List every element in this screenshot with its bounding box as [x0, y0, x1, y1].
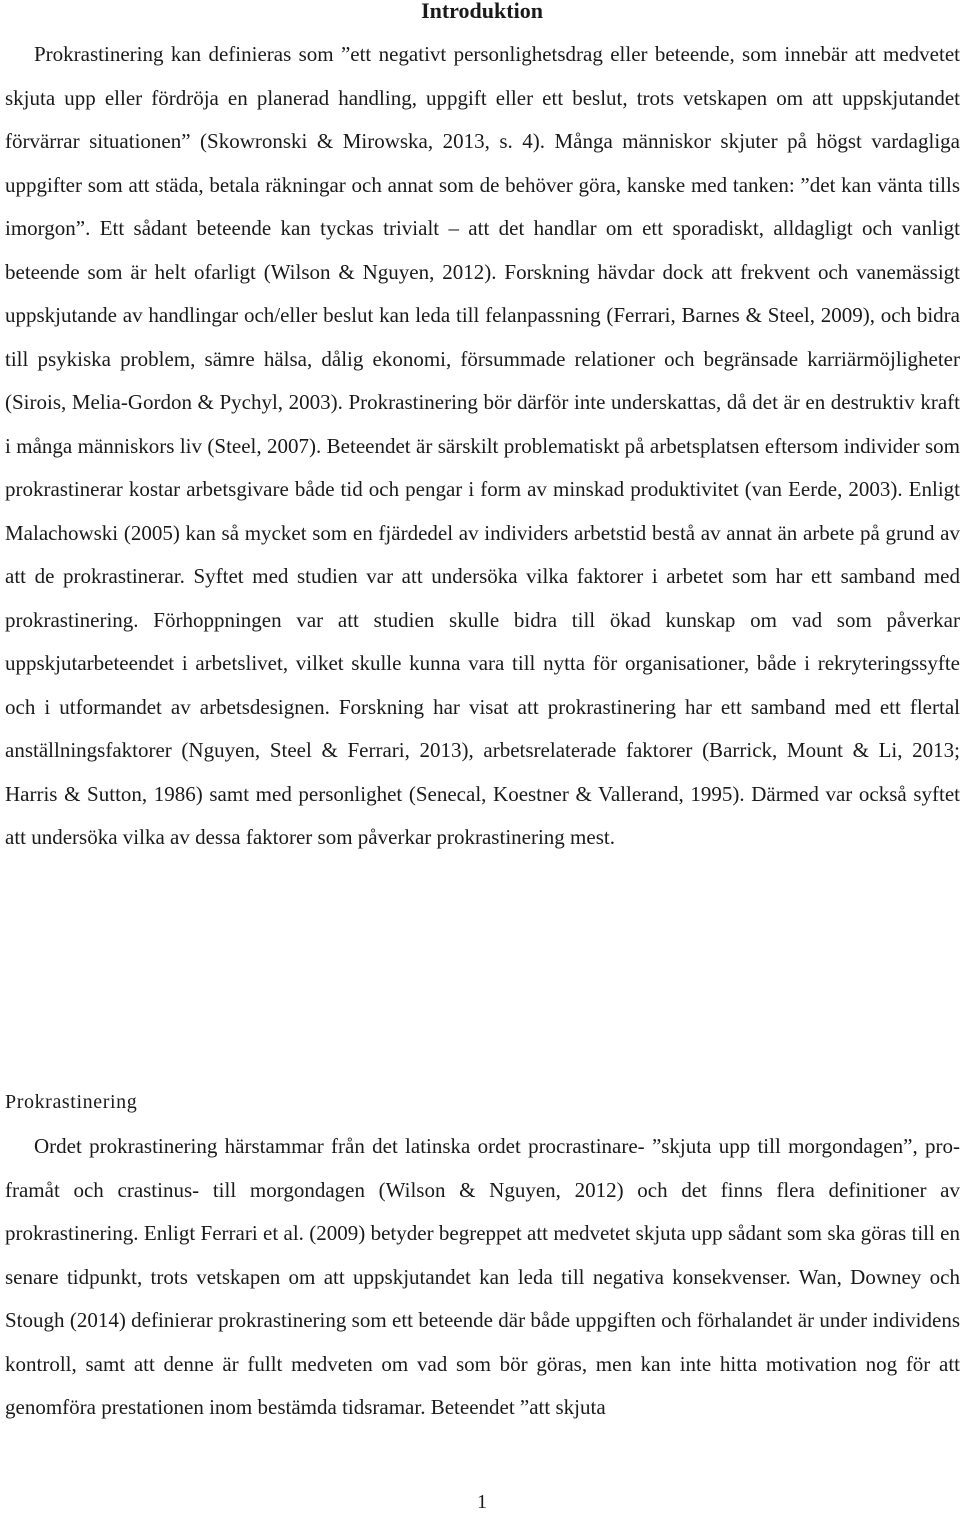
paragraph-prokrastinering: Ordet prokrastinering härstammar från det latinska ordet procrastinare- ”skjuta upp till morgondagen”, pro- framåt och crastinus- till morgondagen (Wilson & Nguyen, 2012) och det finns flera definitioner av prokrastinering. Enligt Ferrari et al. (2009) betyder begreppet att medvetet skjuta upp sådant som ska göras till en senare tidpunkt, trots vetskapen om att uppskjutandet kan leda till negativa konsekvenser. Wan, Downey och Stough (2014) definierar prokrastinering som ett beteende där både uppgiften och förhalandet är under individens kontroll, samt att denne är fullt medveten om vad som bör göras, men kan inte hitta motivation nog för att genomföra prestationen inom bestämda tidsramar. Beteendet ”att skjuta	[5, 1134, 960, 1419]
paragraph-introduction: Prokrastinering kan definieras som ”ett negativt personlighetsdrag eller beteende, som innebär att medvetet skjuta upp eller fördröja en planerad handling, uppgift eller ett beslut, trots vetskapen om att uppskjutandet förvärrar situationen” (Skowronski & Mirowska, 2013, s. 4). Många människor skjuter på högst vardagliga uppgifter som att städa, betala räkningar och annat som de behöver göra, kanske med tanken: ”det kan vänta tills imorgon”. Ett sådant beteende kan tyckas trivialt – att det handlar om ett sporadiskt, alldagligt och vanligt beteende som är helt ofarligt (Wilson & Nguyen, 2012). Forskning hävdar dock att frekvent och vanemässigt uppskjutande av handlingar och/eller beslut kan leda till felanpassning (Ferrari, Barnes & Steel, 2009), och bidra till psykiska problem, sämre hälsa, dålig ekonomi, försummade relationer och begränsade karriärmöjligheter (Sirois, Melia-Gordon & Pychyl, 2003). Prokrastinering bör därför inte underskattas, då det är en destruktiv kraft i många människors liv (Steel, 2007). Beteendet är särskilt problematiskt på arbetsplatsen eftersom individer som prokrastinerar kostar arbetsgivare både tid och pengar i form av minskad produktivitet (van Eerde, 2003). Enligt Malachowski (2005) kan så mycket som en fjärdedel av individers arbetstid bestå av annat än arbete på grund av att de prokrastinerar. Syftet med studien var att undersöka vilka faktorer i arbetet som har ett samband med prokrastinering. Förhoppningen var att studien skulle bidra till ökad kunskap om vad som påverkar uppskjutarbeteendet i arbetslivet, vilket skulle kunna vara till nytta för organisationer, både i rekryteringssyfte och i utformandet av arbetsdesignen. Forskning har visat att prokrastinering har ett samband med ett flertal anställningsfaktorer (Nguyen, Steel & Ferrari, 2013), arbetsrelaterade faktorer (Barrick, Mount & Li, 2013; Harris & Sutton, 1986) samt med personlighet (Senecal, Koestner & Vallerand, 1995). Därmed var också syftet att undersöka vilka av dessa faktorer som påverkar prokrastinering mest.	[5, 42, 960, 849]
page-number: 1	[477, 1491, 487, 1513]
page-title: Introduktion	[421, 0, 543, 23]
section-heading: Prokrastinering	[5, 1091, 138, 1113]
